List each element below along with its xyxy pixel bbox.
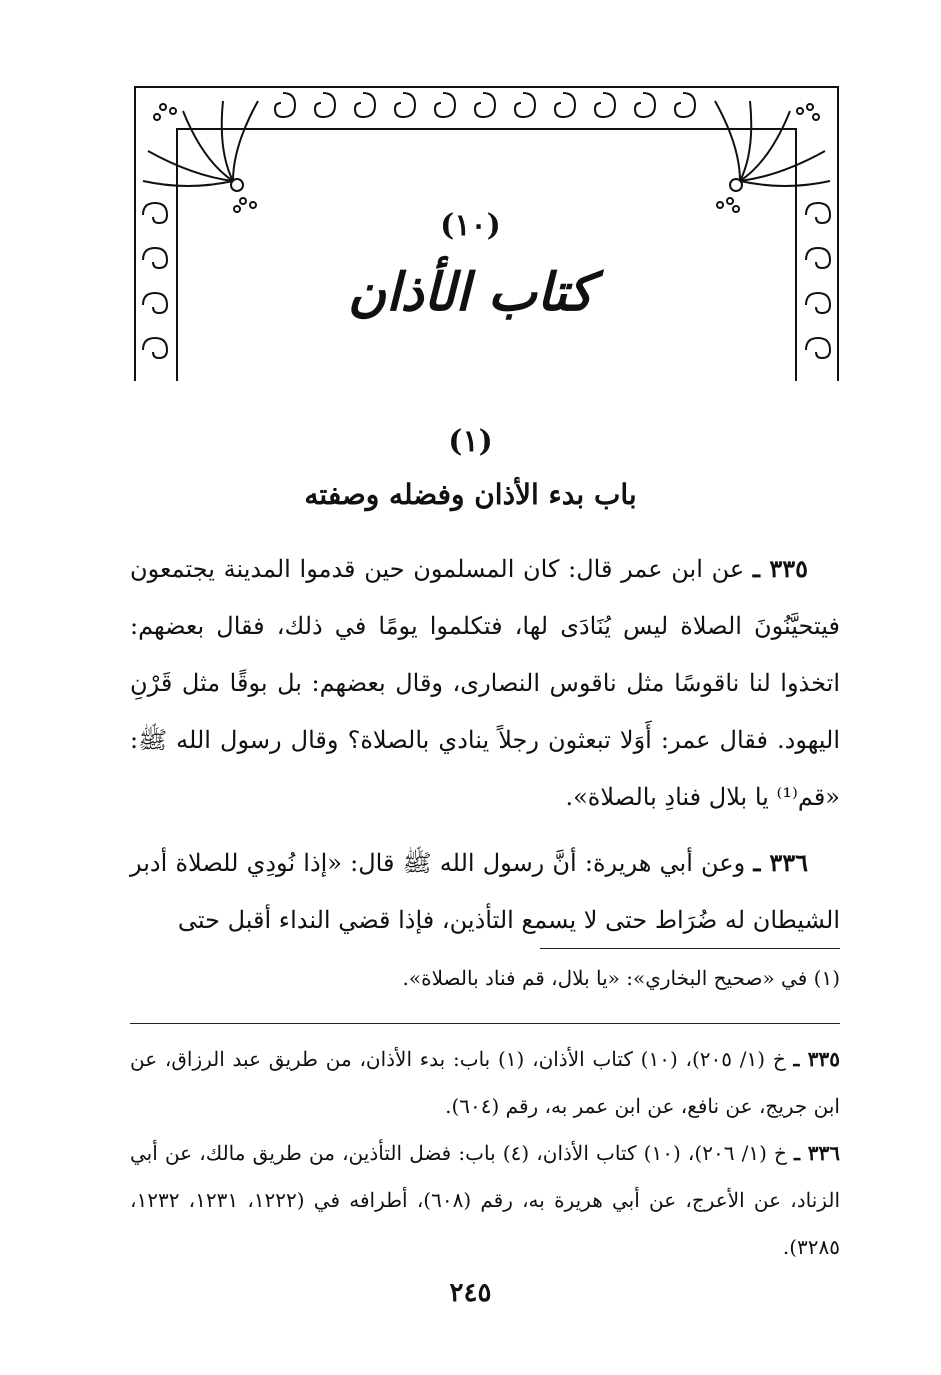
sources-divider: [130, 1023, 840, 1024]
hadith-body: [130, 540, 840, 957]
source-text: خ (١/ ٢٠٥)، (١٠) كتاب الأذان، (١) باب: بدء الأذان، من طريق عبد الرزاق، عن ابن جريج، عن نافع، عن ابن عمر به، رقم (٦٠٤).: [130, 1047, 840, 1118]
hadith-text: وعن أبي هريرة: أنَّ رسول الله ﷺ قال: «إذا نُودِي للصلاة أدبر الشيطان له ضُرَاط حتى لا يسمع التأذين، فإذا قضي النداء أقبل حتى: [130, 849, 840, 934]
footnote: (١) في «صحيح البخاري»: «يا بلال، قم فناد بالصلاة».: [402, 966, 840, 990]
hadith-number: ٣٣٦ ـ: [753, 848, 808, 877]
source-number: ٣٣٦ ـ: [794, 1141, 840, 1165]
hadith-text: عن ابن عمر قال: كان المسلمون حين قدموا المدينة يجتمعون فيتحيَّنُونَ الصلاة ليس يُنَادَى لها، فتكلموا يومًا في ذلك، فقال بعضهم: اتخذوا لنا ناقوسًا مثل ناقوس النصارى، وقال بعضهم: بل بوقًا مثل قَرْنِ اليهود. فقال عمر: أَوَلا تبعثون رجلاً ينادي بالصلاة؟ وقال رسول الله ﷺ: «قم⁽¹⁾ يا بلال فنادِ بالصلاة».: [130, 555, 840, 811]
hadith-number: ٣٣٥ ـ: [752, 554, 809, 583]
chapter-number: (١): [448, 424, 493, 459]
source-335: [130, 1036, 840, 1130]
source-336: [130, 1130, 840, 1271]
footnote-divider: [540, 948, 840, 949]
source-number: ٣٣٥ ـ: [793, 1047, 840, 1071]
sources-notes: [130, 1036, 840, 1271]
hadith-335: [130, 540, 840, 826]
page-number: ٢٤٥: [449, 1278, 492, 1308]
chapter-title: باب بدء الأذان وفضله وصفته: [304, 478, 637, 511]
source-text: خ (١/ ٢٠٦)، (١٠) كتاب الأذان، (٤) باب: فضل التأذين، من طريق مالك، عن أبي الزناد، عن الأعرج، عن أبي هريرة به، رقم (٦٠٨)، أطرافه في (١٢٢٢، ١٢٣١، ١٢٣٢، ٣٢٨٥).: [130, 1141, 840, 1259]
book-title: كتاب الأذان: [347, 262, 594, 323]
book-number: (١٠): [440, 208, 501, 243]
hadith-336: [130, 834, 840, 949]
